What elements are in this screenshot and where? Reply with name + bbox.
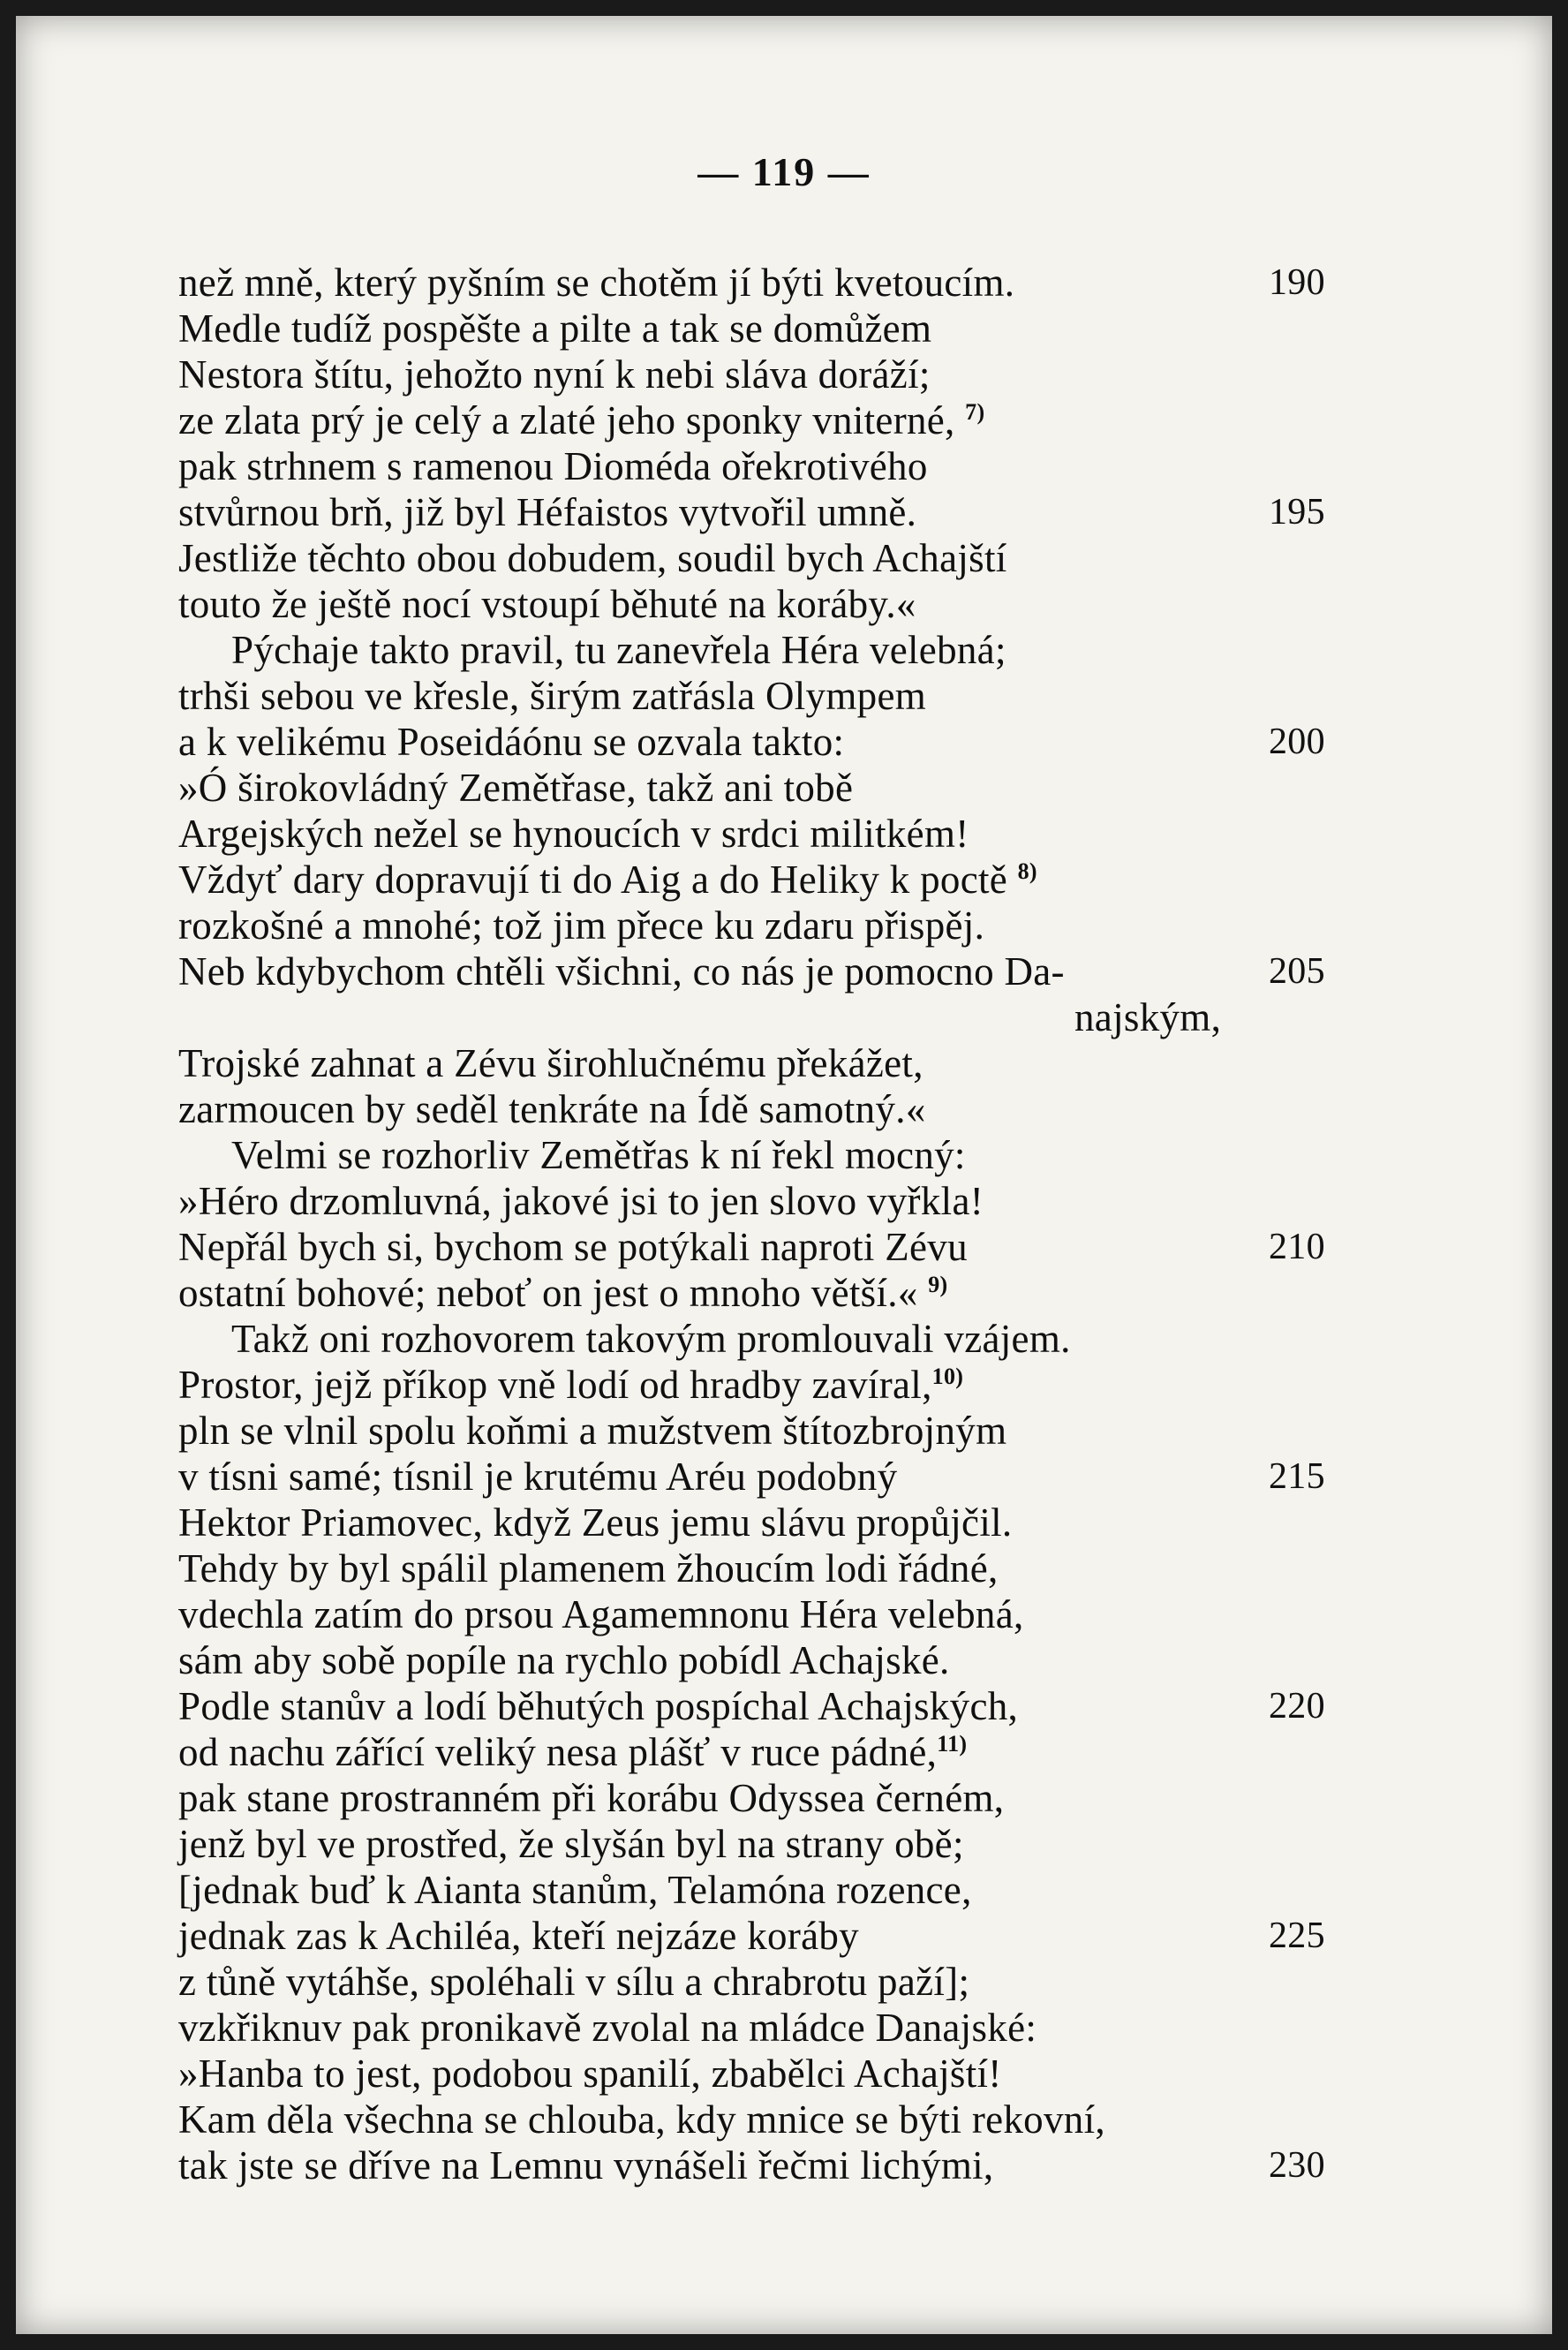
verse-line: trhši sebou ve křesle, širým zatřásla Olympem — [178, 674, 927, 718]
footnote-marker: 11) — [937, 1731, 968, 1757]
verse-line: sám aby sobě popíle na rychlo pobídl Achajské. — [178, 1638, 950, 1682]
verse-line: »Hanba to jest, podobou spanilí, zbabělci Achajští! — [178, 2052, 1002, 2096]
verse-line: Hektor Priamovec, když Zeus jemu slávu propůjčil. — [178, 1500, 1013, 1545]
line-number: 210 — [1269, 1227, 1325, 1267]
verse-line: zarmoucen by seděl tenkráte na Ídě samotný.« — [178, 1087, 926, 1131]
verse-line: Kam děla všechna se chlouba, kdy mnice se býti rekovní, — [178, 2097, 1105, 2142]
verse-line: Medle tudíž pospěšte a pilte a tak se domůžem — [178, 306, 932, 351]
page-number: — 119 — — [697, 149, 871, 194]
line-number: 225 — [1269, 1916, 1325, 1956]
verse-line: vdechla zatím do prsou Agamemnonu Héra velebná, — [178, 1592, 1024, 1636]
verse-line: Nepřál bych si, bychom se potýkali naproti Zévu 210 — [178, 1225, 1325, 1269]
line-number: 205 — [1269, 951, 1325, 992]
footnote-marker: 9) — [928, 1272, 948, 1297]
line-number: 195 — [1269, 492, 1325, 533]
book-page — [16, 16, 1552, 2334]
line-number: 230 — [1269, 2145, 1325, 2186]
verse-line: Prostor, jejž příkop vně lodí od hradby zavíral,$^{10)}$ — [178, 1363, 964, 1407]
verse-line: ostatní bohové; neboť on jest o mnoho větší.« $^{9)}$ — [178, 1271, 948, 1315]
verse-line: Argejských nežel se hynoucích v srdci militkém! — [178, 812, 969, 856]
line-number: 200 — [1269, 722, 1325, 762]
footnote-marker: 7) — [965, 399, 985, 425]
verse-line-continuation: najským, — [1074, 995, 1222, 1039]
verse-line: »Héro drzomluvná, jakové jsi to jen slovo vyřkla! — [178, 1179, 984, 1223]
verse-line: Pýchaje takto pravil, tu zanevřela Héra velebná; — [231, 628, 1006, 672]
verse-line: vzkřiknuv pak pronikavě zvolal na mládce Danajské: — [178, 2006, 1037, 2050]
verse-line: Jestliže těchto obou dobudem, soudil bych Achajští — [178, 536, 1007, 580]
verse-line: touto že ještě nocí vstoupí běhuté na koráby.« — [178, 582, 916, 626]
verse-line: »Ó širokovládný Zemětřase, takž ani tobě — [178, 766, 854, 810]
verse-line: z tůně vytáhše, spoléhali v sílu a chrabrotu paží]; — [178, 1960, 970, 2004]
verse-line: Trojské zahnat a Zévu širohlučnému překážet, — [178, 1041, 923, 1085]
verse-line: pak stane prostranném při korábu Odyssea černém, — [178, 1776, 1005, 1820]
verse-line: a k velikému Poseidáónu se ozvala takto: 200 — [178, 720, 1325, 764]
verse-line: ze zlata prý je celý a zlaté jeho sponky vniterné, $^{7)}$ — [178, 398, 985, 442]
verse-line: od nachu zářící veliký nesa plášť v ruce pádné,$^{11)}$ — [178, 1730, 968, 1774]
verse-line: jenž byl ve prostřed, že slyšán byl na strany obě; — [178, 1822, 964, 1866]
verse-line: než mně, který pyšním se chotěm jí býti kvetoucím. 190 — [178, 261, 1325, 305]
line-number: 190 — [1269, 262, 1325, 303]
verse-line: rozkošné a mnohé; tož jim přece ku zdaru přispěj. — [178, 903, 985, 948]
verse-line: Neb kdybychom chtěli všichni, co nás je pomocno Da- 205 — [178, 949, 1325, 994]
footnote-marker: 10) — [931, 1364, 964, 1389]
verse-line: Podle stanův a lodí běhutých pospíchal Achajských, 220 — [178, 1684, 1325, 1728]
verse-line: jednak zas k Achiléa, kteří nejzáze koráby 225 — [178, 1914, 1325, 1958]
verse-line: v tísni samé; tísnil je krutému Aréu podobný 215 — [178, 1455, 1325, 1499]
verse-line: Tehdy by byl spálil plamenem žhoucím lodi řádné, — [178, 1546, 999, 1591]
verse-line: Vždyť dary dopravují ti do Aig a do Heliky k poctě $^{8)}$ — [178, 858, 1037, 902]
line-number: 220 — [1269, 1686, 1325, 1727]
footnote-marker: 8) — [1017, 858, 1037, 884]
verse-line: Takž oni rozhovorem takovým promlouvali vzájem. — [231, 1317, 1071, 1361]
verse-line: Nestora štítu, jehožto nyní k nebi sláva doráží; — [178, 352, 931, 397]
verse-line: tak jste se dříve na Lemnu vynášeli řečmi lichými, 230 — [178, 2143, 1325, 2188]
line-number: 215 — [1269, 1456, 1325, 1497]
verse-line: [jednak buď k Aianta stanům, Telamóna rozence, — [178, 1868, 972, 1912]
verse-text-block — [178, 260, 1414, 2188]
verse-line: pak strhnem s ramenou Dioméda ořekrotivého — [178, 444, 928, 488]
verse-line: stvůrnou brň, již byl Héfaistos vytvořil umně. 195 — [178, 490, 1325, 534]
verse-line: pln se vlnil spolu koňmi a mužstvem štítozbrojným — [178, 1409, 1007, 1453]
verse-line: Velmi se rozhorliv Zemětřas k ní řekl mocný: — [231, 1133, 966, 1177]
